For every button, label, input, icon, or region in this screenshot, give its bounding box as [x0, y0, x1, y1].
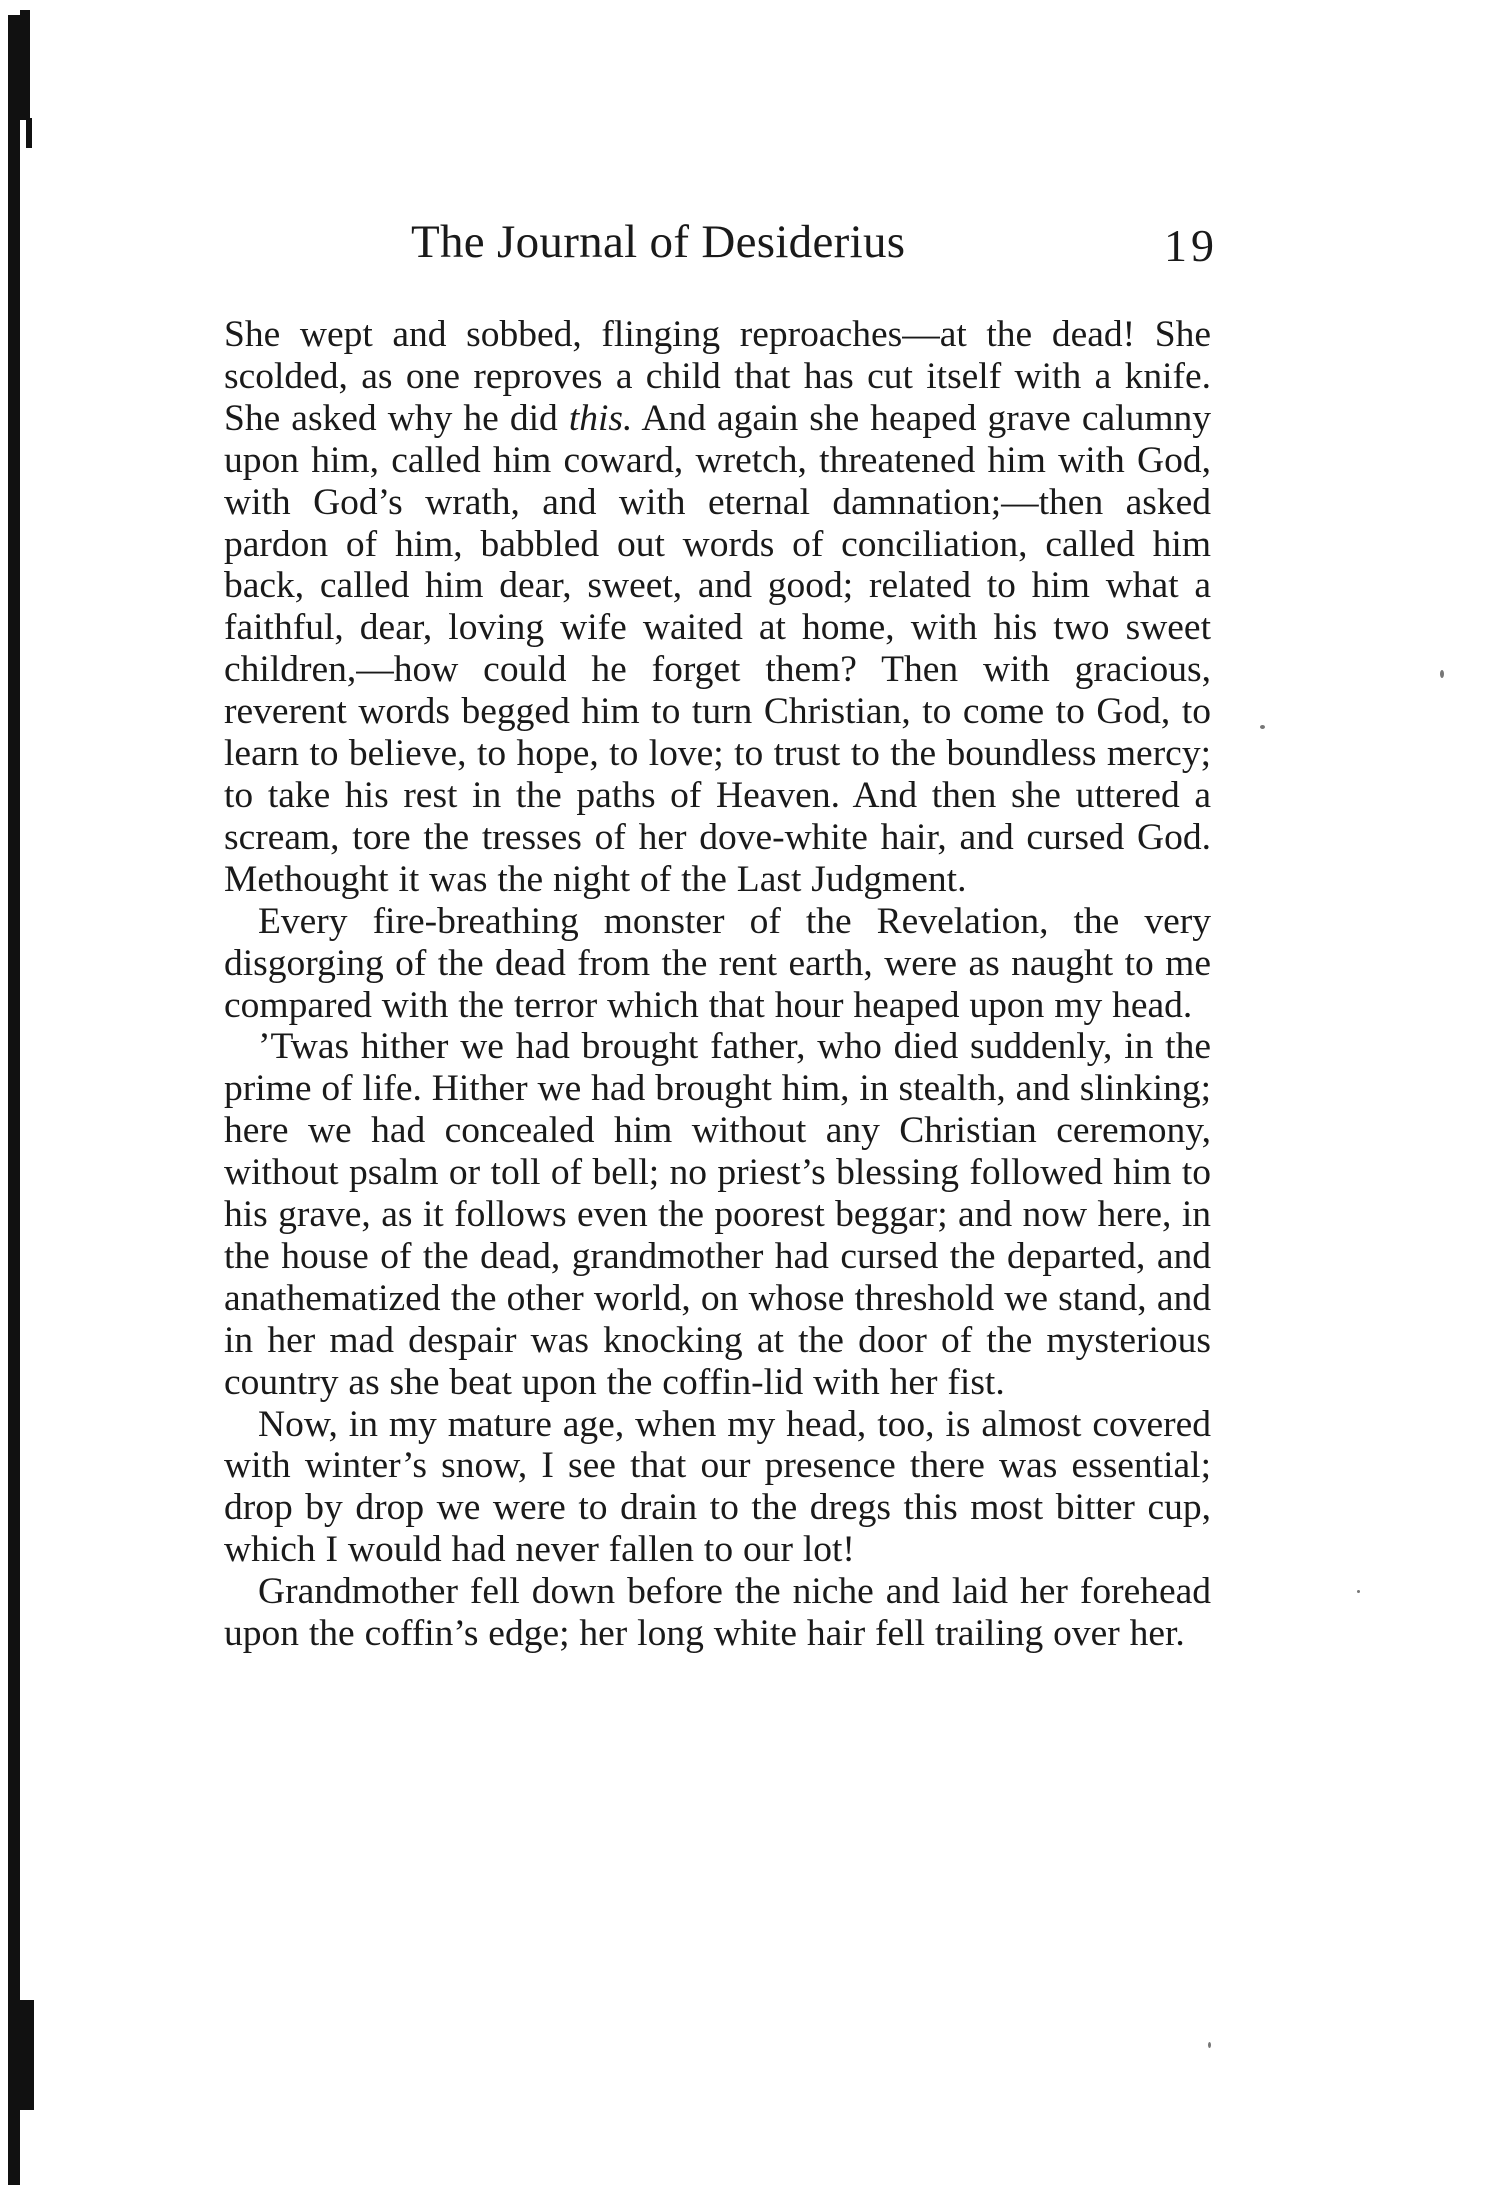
body-text: [224, 314, 1211, 1655]
scan-speck: [1208, 2042, 1211, 2048]
scan-speck: [1260, 725, 1265, 729]
paragraph: [224, 314, 1211, 901]
paragraph: ’Twas hither we had brought father, who died suddenly, in the prime of life. Hither we had brought him, in stealth, and slinking; here we had concealed him without any Christian ceremony, without psalm or toll of bell; no priest’s blessing followed him to his grave, as it follows even the poorest beggar; and now here, in the house of the dead, grandmother had cursed the departed, and anathematized the other world, on whose threshold we stand, and in her mad despair was knocking at the door of the mysterious country as she beat upon the coffin-lid with her fist.: [224, 1026, 1211, 1403]
emphasized-word: this.: [568, 397, 633, 439]
paragraph-text: And again she heaped grave calumny upon him, called him coward, wretch, threatened him with God, with God’s wrath, and with eternal damnation;—then asked pardon of him, babbled out words of conciliation, called him back, called him dear, sweet, and good; related to him what a faithful, dear, loving wife waited at home, with his two sweet children,—how could he forget them? Then with gracious, reverent words begged him to turn Christian, to come to God, to learn to believe, to hope, to love; to trust to the boundless mercy; to take his rest in the paths of Heaven. And then she uttered a scream, tore the tresses of her dove-white hair, and cursed God. Methought it was the night of the Last Judgment.: [224, 397, 1211, 900]
paragraph: Every fire-breathing monster of the Revelation, the very disgorging of the dead from the rent earth, were as naught to me compared with the terror which that hour heaped upon my head.: [224, 900, 1211, 1026]
scan-speck: [1357, 1590, 1360, 1593]
page-number: 19: [1164, 220, 1218, 271]
paragraph: Now, in my mature age, when my head, too, is almost covered with winter’s snow, I see that our presence there was essential; drop by drop we were to drain to the dregs this most bitter cup, which I would had never fallen to our lot!: [224, 1403, 1211, 1571]
paragraph-text: She wept and sobbed, flinging reproaches—at the dead! She scolded, as one reproves a child that has cut itself with a knife. She asked why he did: [224, 314, 1211, 439]
running-head-title: The Journal of Desiderius: [411, 216, 906, 268]
paragraph: Grandmother fell down before the niche and laid her forehead upon the coffin’s edge; her long white hair fell trailing over her.: [224, 1571, 1211, 1655]
book-page: [224, 212, 1218, 1655]
scan-speck: [1440, 670, 1444, 678]
scan-gutter-shadow: [0, 0, 34, 2211]
running-head: [224, 212, 1218, 272]
